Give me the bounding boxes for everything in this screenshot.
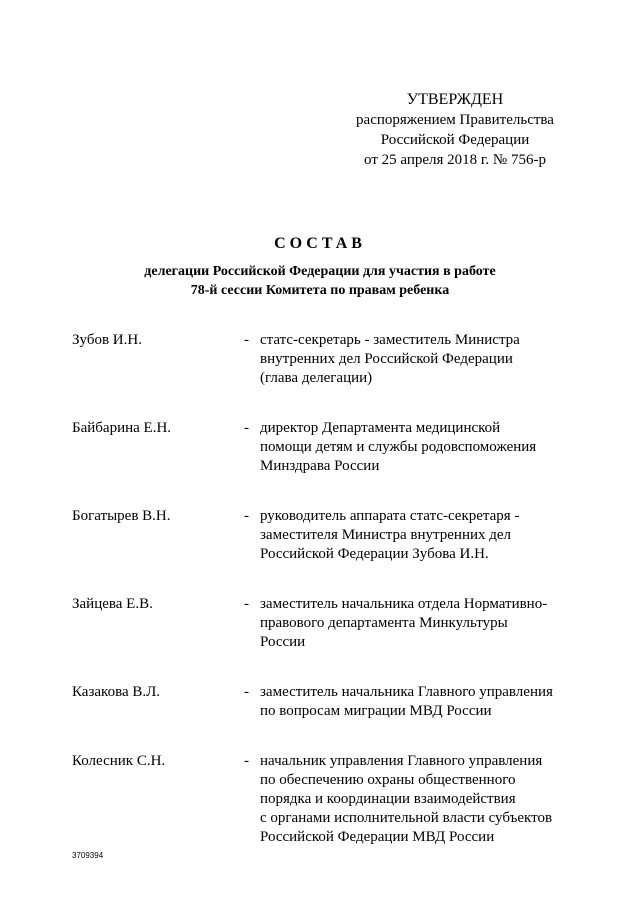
document-number: 3709394 [72, 851, 104, 860]
member-position [260, 419, 592, 476]
member-name: Байбарина Е.Н. [72, 420, 172, 436]
member-position-line: России [260, 634, 306, 650]
member-position-line: Минздрава России [260, 458, 380, 474]
subtitle-line-2: 78-й сессии Комитета по правам ребенка [190, 283, 450, 298]
approval-line-2: Российской Федерации [380, 132, 530, 148]
member-position-line: по вопросам миграции МВД России [260, 703, 492, 719]
member-dash: - [244, 596, 249, 612]
member-name: Зайцева Е.В. [72, 596, 153, 612]
member-position-line: внутренних дел Российской Федерации [260, 351, 513, 367]
member-position [260, 595, 592, 652]
member-name: Колесник С.Н. [72, 753, 166, 769]
member-row [72, 752, 592, 847]
member-dash: - [244, 420, 249, 436]
member-position-line: статс-секретарь - заместитель Министра [260, 332, 520, 348]
member-position [260, 752, 592, 847]
member-dash: - [244, 753, 249, 769]
approval-line-3: от 25 апреля 2018 г. № 756-р [364, 152, 546, 168]
approval-title: УТВЕРЖДЕН [406, 91, 504, 108]
subtitle-line-1: делегации Российской Федерации для участия в работе [144, 264, 496, 279]
member-row [72, 331, 592, 388]
member-row [72, 419, 592, 476]
member-position-line: заместитель начальника отдела Нормативно- [260, 596, 548, 612]
member-row [72, 507, 592, 564]
member-row [72, 595, 592, 652]
member-position [260, 683, 592, 721]
member-dash: - [244, 684, 249, 700]
member-position-line: Российской Федерации МВД России [260, 829, 495, 845]
member-position-line: Российской Федерации Зубова И.Н. [260, 546, 489, 562]
delegation-members-list [72, 331, 592, 878]
member-position-line: заместитель начальника Главного управления [260, 684, 553, 700]
member-position-line: правового департамента Минкультуры [260, 615, 508, 631]
approval-line-1: распоряжением Правительства [356, 112, 554, 128]
document-subtitle [0, 262, 640, 300]
member-name: Зубов И.Н. [72, 332, 142, 348]
member-position-line: (глава делегации) [260, 370, 373, 386]
member-position-line: помощи детям и службы родовспоможения [260, 439, 537, 455]
member-position-line: начальник управления Главного управления [260, 753, 543, 769]
member-position [260, 507, 592, 564]
member-position-line: с органами исполнительной власти субъектов [260, 810, 553, 826]
member-dash: - [244, 508, 249, 524]
approval-stamp [345, 90, 565, 170]
member-position-line: заместителя Министра внутренних дел [260, 527, 512, 543]
member-dash: - [244, 332, 249, 348]
member-position-line: руководитель аппарата статс-секретаря - [260, 508, 520, 524]
member-position-line: порядка и координации взаимодействия [260, 791, 516, 807]
member-row [72, 683, 592, 721]
member-position-line: директор Департамента медицинской [260, 420, 501, 436]
document-title: СОСТАВ [274, 235, 366, 252]
member-name: Казакова В.Л. [72, 684, 161, 700]
member-position [260, 331, 592, 388]
document-heading [0, 232, 640, 300]
member-position-line: по обеспечению охраны общественного [260, 772, 516, 788]
member-name: Богатырев В.Н. [72, 508, 171, 524]
